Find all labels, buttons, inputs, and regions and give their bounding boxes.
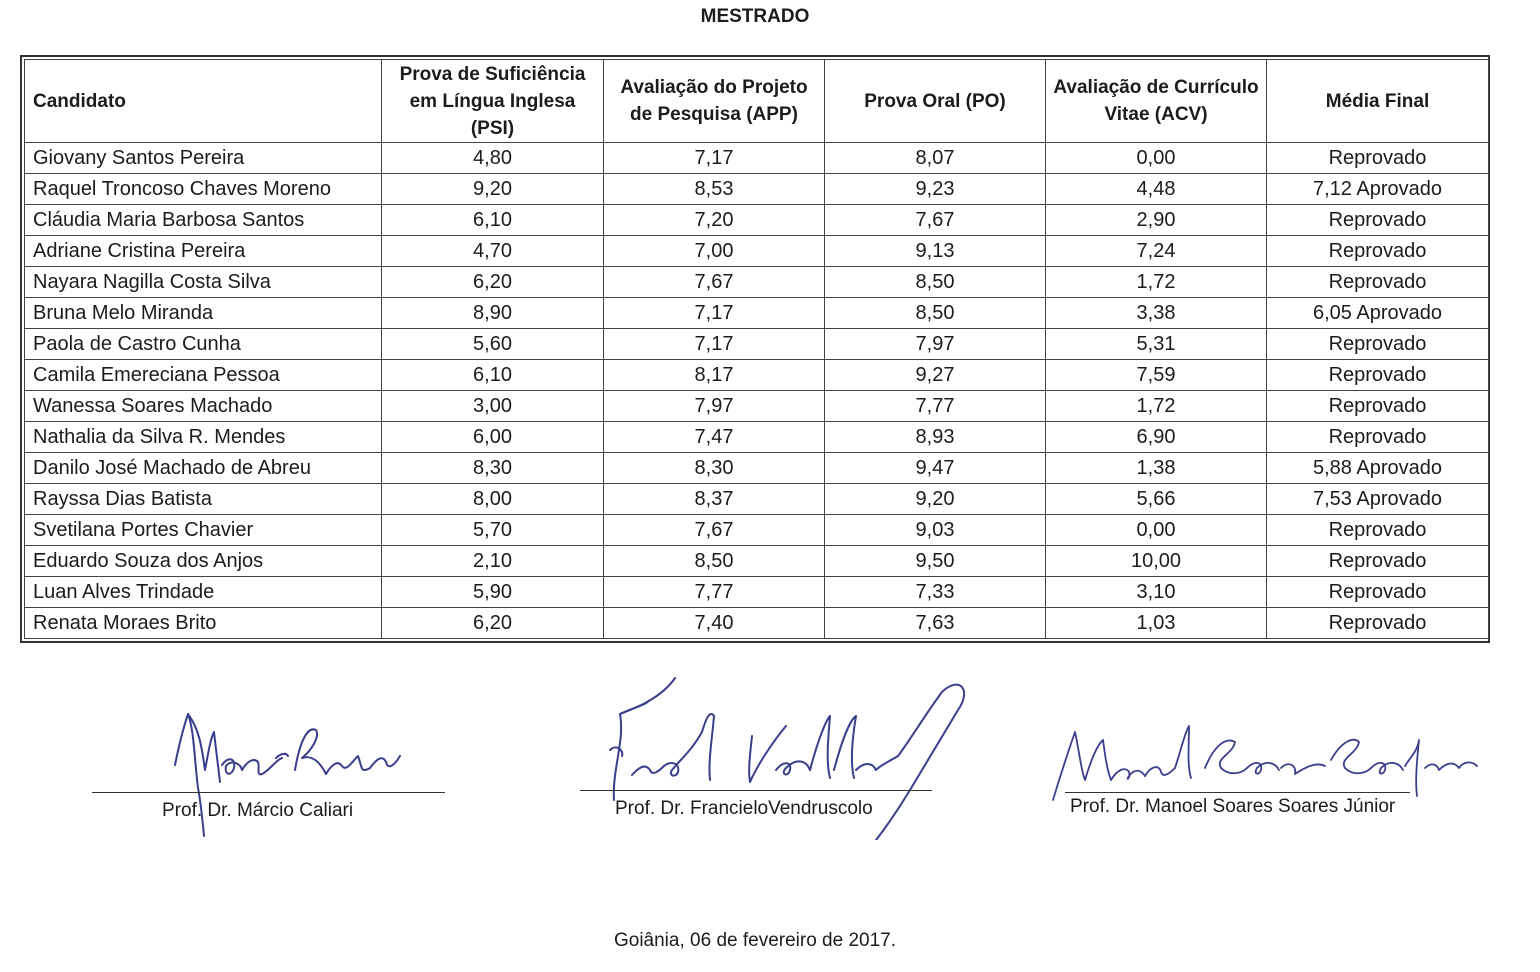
po-score-cell: 7,63 [825, 608, 1046, 639]
candidate-name-cell: Renata Moraes Brito [25, 608, 382, 639]
signature-block-2 [580, 670, 980, 840]
header-media-final: Média Final [1267, 60, 1489, 143]
final-result-cell: Reprovado [1267, 267, 1489, 298]
final-result-cell: Reprovado [1267, 546, 1489, 577]
psi-score-cell: 6,10 [382, 360, 604, 391]
results-table-frame [20, 55, 1490, 643]
candidate-name-cell: Raquel Troncoso Chaves Moreno [25, 174, 382, 205]
candidate-name-cell: Svetilana Portes Chavier [25, 515, 382, 546]
document-title: MESTRADO [700, 6, 810, 27]
table-row [25, 453, 1489, 484]
acv-score-cell: 7,24 [1046, 236, 1267, 267]
acv-score-cell: 7,59 [1046, 360, 1267, 391]
app-score-cell: 8,17 [604, 360, 825, 391]
table-row [25, 143, 1489, 174]
acv-score-cell: 3,10 [1046, 577, 1267, 608]
header-po: Prova Oral (PO) [825, 60, 1046, 143]
signature-3-name: Prof. Dr. Manoel Soares Soares Júnior [1070, 796, 1396, 817]
signature-1-name: Prof. Dr. Márcio Caliari [162, 800, 354, 821]
app-score-cell: 8,37 [604, 484, 825, 515]
po-score-cell: 7,77 [825, 391, 1046, 422]
header-psi: Prova de Suficiência em Língua Inglesa (PSI) [382, 60, 604, 143]
table-row [25, 484, 1489, 515]
candidate-name-cell: Bruna Melo Miranda [25, 298, 382, 329]
final-result-cell: Reprovado [1267, 577, 1489, 608]
app-score-cell: 7,17 [604, 298, 825, 329]
final-result-cell: Reprovado [1267, 391, 1489, 422]
acv-score-cell: 0,00 [1046, 143, 1267, 174]
psi-score-cell: 5,70 [382, 515, 604, 546]
results-table [24, 59, 1489, 639]
signature-2-name: Prof. Dr. FrancieloVendruscolo [615, 798, 873, 819]
acv-score-cell: 1,03 [1046, 608, 1267, 639]
psi-score-cell: 2,10 [382, 546, 604, 577]
po-score-cell: 9,20 [825, 484, 1046, 515]
app-score-cell: 7,00 [604, 236, 825, 267]
table-row [25, 608, 1489, 639]
acv-score-cell: 1,72 [1046, 391, 1267, 422]
psi-score-cell: 6,20 [382, 267, 604, 298]
po-score-cell: 8,07 [825, 143, 1046, 174]
psi-score-cell: 6,20 [382, 608, 604, 639]
footer-date: Goiânia, 06 de fevereiro de 2017. [613, 930, 897, 951]
acv-score-cell: 10,00 [1046, 546, 1267, 577]
po-score-cell: 9,50 [825, 546, 1046, 577]
candidate-name-cell: Danilo José Machado de Abreu [25, 453, 382, 484]
table-row [25, 577, 1489, 608]
po-score-cell: 7,33 [825, 577, 1046, 608]
candidate-name-cell: Cláudia Maria Barbosa Santos [25, 205, 382, 236]
psi-score-cell: 6,00 [382, 422, 604, 453]
table-body [25, 143, 1489, 639]
signature-block-1 [90, 670, 450, 840]
app-score-cell: 7,77 [604, 577, 825, 608]
header-app: Avaliação do Projeto de Pesquisa (APP) [604, 60, 825, 143]
final-result-cell: Reprovado [1267, 205, 1489, 236]
signature-2-line [580, 790, 932, 791]
app-score-cell: 7,17 [604, 329, 825, 360]
final-result-cell: Reprovado [1267, 422, 1489, 453]
po-score-cell: 9,27 [825, 360, 1046, 391]
po-score-cell: 8,93 [825, 422, 1046, 453]
final-result-cell: 7,12 Aprovado [1267, 174, 1489, 205]
table-row [25, 174, 1489, 205]
psi-score-cell: 9,20 [382, 174, 604, 205]
app-score-cell: 7,47 [604, 422, 825, 453]
app-score-cell: 7,20 [604, 205, 825, 236]
po-score-cell: 7,67 [825, 205, 1046, 236]
po-score-cell: 8,50 [825, 298, 1046, 329]
table-row [25, 236, 1489, 267]
acv-score-cell: 5,66 [1046, 484, 1267, 515]
table-row [25, 205, 1489, 236]
candidate-name-cell: Eduardo Souza dos Anjos [25, 546, 382, 577]
app-score-cell: 8,53 [604, 174, 825, 205]
table-row [25, 546, 1489, 577]
app-score-cell: 7,97 [604, 391, 825, 422]
acv-score-cell: 5,31 [1046, 329, 1267, 360]
app-score-cell: 7,67 [604, 515, 825, 546]
psi-score-cell: 5,90 [382, 577, 604, 608]
candidate-name-cell: Rayssa Dias Batista [25, 484, 382, 515]
acv-score-cell: 1,72 [1046, 267, 1267, 298]
table-row [25, 422, 1489, 453]
acv-score-cell: 2,90 [1046, 205, 1267, 236]
psi-score-cell: 3,00 [382, 391, 604, 422]
final-result-cell: 7,53 Aprovado [1267, 484, 1489, 515]
table-row [25, 360, 1489, 391]
app-score-cell: 7,67 [604, 267, 825, 298]
table-header-row [25, 60, 1489, 143]
final-result-cell: Reprovado [1267, 360, 1489, 391]
final-result-cell: Reprovado [1267, 143, 1489, 174]
app-score-cell: 7,40 [604, 608, 825, 639]
candidate-name-cell: Adriane Cristina Pereira [25, 236, 382, 267]
acv-score-cell: 3,38 [1046, 298, 1267, 329]
psi-score-cell: 4,70 [382, 236, 604, 267]
app-score-cell: 7,17 [604, 143, 825, 174]
acv-score-cell: 6,90 [1046, 422, 1267, 453]
candidate-name-cell: Wanessa Soares Machado [25, 391, 382, 422]
table-row [25, 515, 1489, 546]
app-score-cell: 8,30 [604, 453, 825, 484]
psi-score-cell: 8,90 [382, 298, 604, 329]
po-score-cell: 9,13 [825, 236, 1046, 267]
po-score-cell: 9,23 [825, 174, 1046, 205]
candidate-name-cell: Paola de Castro Cunha [25, 329, 382, 360]
app-score-cell: 8,50 [604, 546, 825, 577]
table-row [25, 267, 1489, 298]
po-score-cell: 7,97 [825, 329, 1046, 360]
candidate-name-cell: Camila Emereciana Pessoa [25, 360, 382, 391]
candidate-name-cell: Nathalia da Silva R. Mendes [25, 422, 382, 453]
final-result-cell: Reprovado [1267, 515, 1489, 546]
acv-score-cell: 4,48 [1046, 174, 1267, 205]
psi-score-cell: 8,00 [382, 484, 604, 515]
final-result-cell: Reprovado [1267, 608, 1489, 639]
acv-score-cell: 0,00 [1046, 515, 1267, 546]
po-score-cell: 9,47 [825, 453, 1046, 484]
final-result-cell: 5,88 Aprovado [1267, 453, 1489, 484]
po-score-cell: 8,50 [825, 267, 1046, 298]
candidate-name-cell: Giovany Santos Pereira [25, 143, 382, 174]
signature-block-3 [1045, 670, 1485, 840]
final-result-cell: 6,05 Aprovado [1267, 298, 1489, 329]
psi-score-cell: 6,10 [382, 205, 604, 236]
table-row [25, 391, 1489, 422]
psi-score-cell: 4,80 [382, 143, 604, 174]
signature-1-line [92, 792, 445, 793]
final-result-cell: Reprovado [1267, 236, 1489, 267]
psi-score-cell: 5,60 [382, 329, 604, 360]
acv-score-cell: 1,38 [1046, 453, 1267, 484]
header-candidato: Candidato [25, 60, 382, 143]
header-acv: Avaliação de Currículo Vitae (ACV) [1046, 60, 1267, 143]
po-score-cell: 9,03 [825, 515, 1046, 546]
final-result-cell: Reprovado [1267, 329, 1489, 360]
candidate-name-cell: Nayara Nagilla Costa Silva [25, 267, 382, 298]
table-row [25, 329, 1489, 360]
signature-3-line [1065, 792, 1410, 793]
psi-score-cell: 8,30 [382, 453, 604, 484]
table-row [25, 298, 1489, 329]
candidate-name-cell: Luan Alves Trindade [25, 577, 382, 608]
